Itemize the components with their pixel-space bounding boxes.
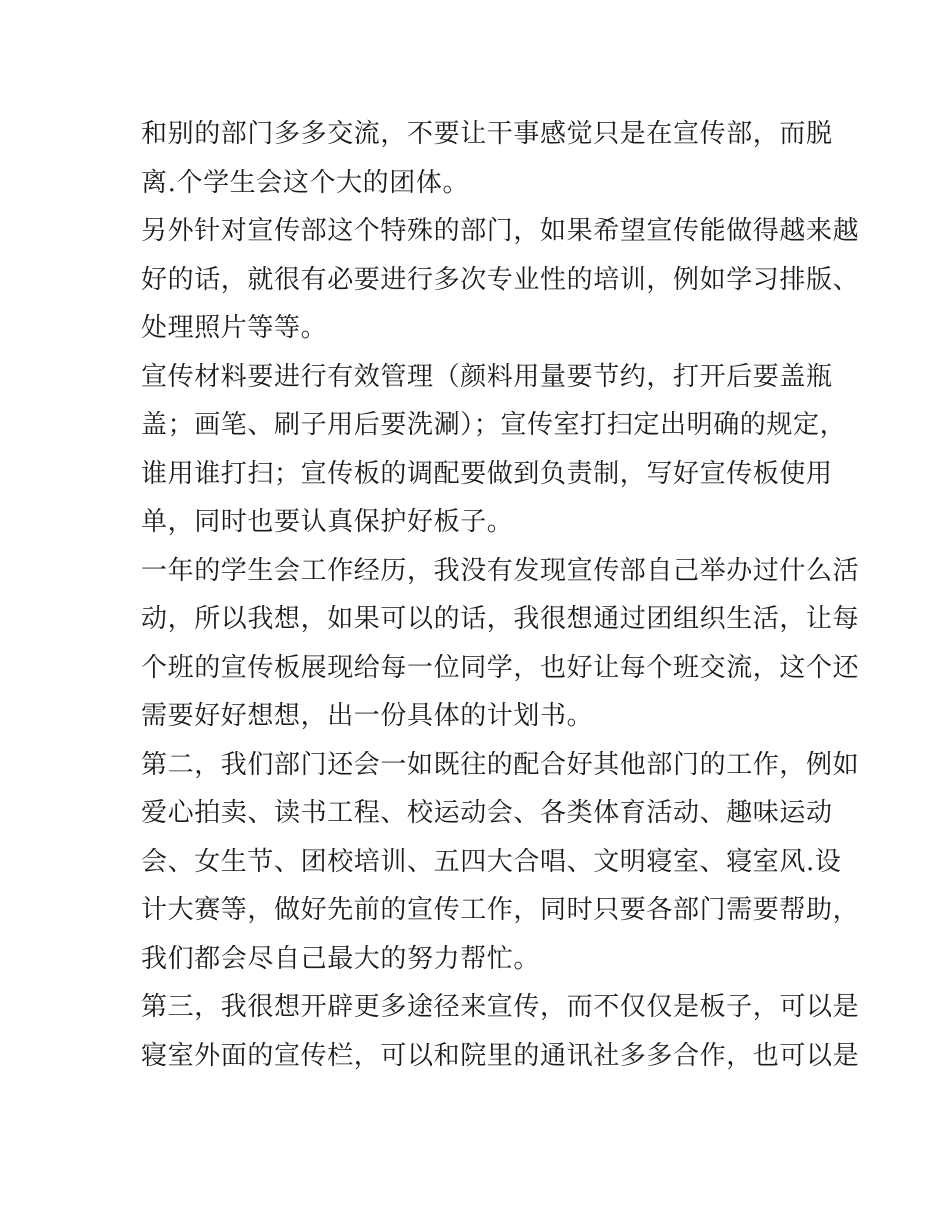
text-line: 计大赛等，做好先前的宣传工作，同时只要各部门需要帮助， xyxy=(141,895,860,925)
text-line: 爱心拍卖、读书工程、校运动会、各类体育活动、趣味运动 xyxy=(141,798,833,828)
text-line: 盖；画笔、刷子用后要洗涮）；宣传室打扫定出明确的规定， xyxy=(141,410,847,440)
text-line: 动，所以我想，如果可以的话，我很想通过团组织生活，让每 xyxy=(141,604,860,634)
text-line: 一年的学生会工作经历，我没有发现宣传部自己举办过什么活 xyxy=(141,555,860,586)
text-line: 宣传材料要进行有效管理（颜料用量要节约，打开后要盖瓶 xyxy=(141,361,833,392)
text-line: 处理照片等等。 xyxy=(141,313,328,343)
text-line: 另外针对宣传部这个特殊的部门，如果希望宣传能做得越来越 xyxy=(141,216,860,246)
text-line: 我们都会尽自己最大的努力帮忙。 xyxy=(141,943,541,974)
text-line: 单，同时也要认真保护好板子。 xyxy=(141,507,514,537)
text-line: 寝室外面的宣传栏，可以和院里的通讯社多多合作，也可以是 xyxy=(141,1040,860,1071)
text-line: 谁用谁打扫；宣传板的调配要做到负责制，写好宣传板使用 xyxy=(141,458,833,489)
text-line: 离.个学生会这个大的团体。 xyxy=(141,167,470,198)
text-line: 需要好好想想，出一份具体的计划书。 xyxy=(141,701,594,731)
text-line: 会、女生节、团校培训、五四大合唱、文明寝室、寝室风.设 xyxy=(141,846,842,877)
text-line: 个班的宣传板展现给每一位同学，也好让每个班交流，这个还 xyxy=(141,652,860,683)
text-line: 好的话，就很有必要进行多次专业性的培训，例如学习排版、 xyxy=(141,264,860,295)
text-line: 第三，我很想开辟更多途径来宣传，而不仅仅是板子，可以是 xyxy=(141,992,860,1022)
document-body xyxy=(141,110,860,1080)
text-line: 第二，我们部门还会一如既往的配合好其他部门的工作，例如 xyxy=(141,749,860,780)
text-line: 和别的部门多多交流，不要让干事感觉只是在宣传部，而脱 xyxy=(141,119,833,149)
